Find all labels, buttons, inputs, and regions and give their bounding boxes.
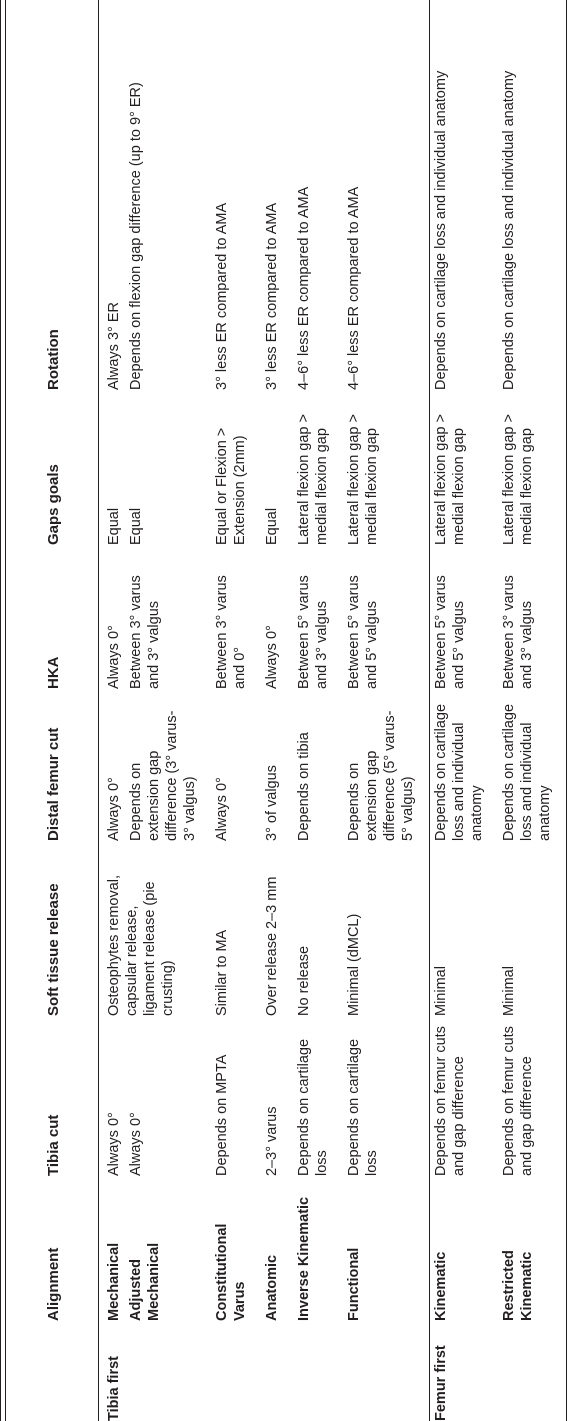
soft-tissue-cell: Similar to MA	[214, 929, 230, 1016]
gaps-cell: Lateral flexion gap > medial flexion gap	[501, 414, 535, 545]
rotation-cell: 4–6° less ER compared to AMA	[346, 186, 362, 390]
group-label-tibia-first: Tibia first	[106, 1356, 122, 1421]
hka-cell: Always 0°	[106, 625, 122, 689]
hka-cell: Between 5° varus and 3° valgus	[296, 575, 330, 689]
table-row	[125, 0, 211, 1421]
header-group-spacer	[6, 1321, 99, 1421]
alignment-name: Adjusted Mechanical	[128, 1242, 162, 1321]
rotation-cell: 3° less ER compared to AMA	[214, 202, 230, 390]
gaps-cell: Lateral flexion gap > medial flexion gap	[296, 414, 330, 545]
gaps-cell: Equal	[106, 507, 122, 545]
alignment-name: Constitutional Varus	[214, 1223, 248, 1321]
tibia-cut-cell: Depends on femur cuts and gap difference	[501, 1026, 535, 1176]
tibia-cut-cell: Always 0°	[128, 1112, 144, 1176]
gaps-cell: Equal	[128, 507, 144, 545]
soft-tissue-cell: Minimal	[433, 966, 449, 1016]
gaps-cell: Equal or Flexion > Extension (2mm)	[214, 427, 248, 545]
soft-tissue-cell: Minimal	[501, 966, 517, 1016]
distal-femur-cell: Depends on extension gap difference (3° varus-3° valgus)	[128, 710, 198, 841]
group-label-femur-first: Femur first	[433, 1345, 449, 1421]
hka-cell: Between 3° varus and 3° valgus	[128, 575, 162, 689]
gaps-cell: Lateral flexion gap > medial flexion gap	[433, 414, 467, 545]
alignment-name: Kinematic	[433, 1251, 449, 1321]
alignment-name: Inverse Kinematic	[296, 1196, 312, 1321]
distal-femur-cell: Depends on extension gap difference (5° varus-5° valgus)	[346, 710, 416, 841]
header-row	[6, 0, 99, 1421]
table-body	[99, 0, 567, 1421]
tibia-cut-cell: 2–3° varus	[264, 1106, 280, 1176]
table-header	[1, 0, 99, 1421]
table-row	[99, 0, 126, 1421]
hka-cell: Between 5° varus and 5° valgus	[346, 575, 380, 689]
distal-femur-cell: Always 0°	[106, 777, 122, 841]
table-row	[430, 0, 499, 1421]
gaps-cell: Lateral flexion gap > medial flexion gap	[346, 414, 380, 545]
distal-femur-cell: 3° of valgus	[264, 765, 280, 841]
header-gaps-goals: Gaps goals	[45, 464, 62, 545]
header-tibia-cut: Tibia cut	[45, 1114, 62, 1176]
hka-cell: Always 0°	[264, 625, 280, 689]
rotation-cell: Always 3° ER	[106, 302, 122, 390]
rotation-cell: 3° less ER compared to AMA	[264, 202, 280, 390]
header-alignment: Alignment	[45, 1247, 62, 1321]
distal-femur-cell: Depends on cartilage loss and individual anatomy	[501, 703, 553, 841]
alignment-name: Functional	[346, 1247, 362, 1321]
header-distal-femur-cut: Distal femur cut	[45, 727, 62, 841]
tibia-cut-cell: Depends on femur cuts and gap difference	[433, 1026, 467, 1176]
gaps-cell: Equal	[264, 507, 280, 545]
tibia-cut-cell: Depends on cartilage loss	[346, 1038, 380, 1176]
alignment-name: Restricted Kinematic	[501, 1250, 535, 1321]
table-row	[211, 0, 261, 1421]
rotation-cell: Depends on cartilage loss and individual anatomy	[433, 70, 449, 390]
distal-femur-cell: Depends on tibia	[296, 732, 312, 841]
soft-tissue-cell: No release	[296, 945, 312, 1016]
soft-tissue-cell: Osteophytes removal, capsular release, ligament release (pie crusting)	[106, 874, 176, 1016]
soft-tissue-cell: Over release 2–3 mm	[264, 876, 280, 1016]
hka-cell: Between 3° varus and 0°	[214, 575, 248, 689]
rotation-cell: 4–6° less ER compared to AMA	[296, 186, 312, 390]
distal-femur-cell: Depends on cartilage loss and individual anatomy	[433, 703, 485, 841]
tibia-cut-cell: Always 0°	[106, 1112, 122, 1176]
rotation-cell: Depends on flexion gap difference (up to 9° ER)	[128, 82, 144, 390]
rotation-cell: Depends on cartilage loss and individual anatomy	[501, 70, 517, 390]
tibia-cut-cell: Depends on cartilage loss	[296, 1038, 330, 1176]
header-hka: HKA	[45, 656, 62, 689]
soft-tissue-cell: Minimal (dMCL)	[346, 913, 362, 1016]
table-row	[343, 0, 430, 1421]
hka-cell: Between 3° varus and 3° valgus	[501, 575, 535, 689]
tibia-cut-cell: Depends on MPTA	[214, 1054, 230, 1176]
hka-cell: Between 5° varus and 5° valgus	[433, 575, 467, 689]
alignment-name: Anatomic	[264, 1254, 280, 1321]
distal-femur-cell: Always 0°	[214, 777, 230, 841]
table-row	[498, 0, 567, 1421]
header-rotation: Rotation	[45, 329, 62, 390]
table-row	[293, 0, 343, 1421]
table-row	[261, 0, 293, 1421]
alignment-name: Mechanical	[106, 1242, 122, 1321]
header-soft-tissue-release: Soft tissue release	[45, 883, 62, 1016]
